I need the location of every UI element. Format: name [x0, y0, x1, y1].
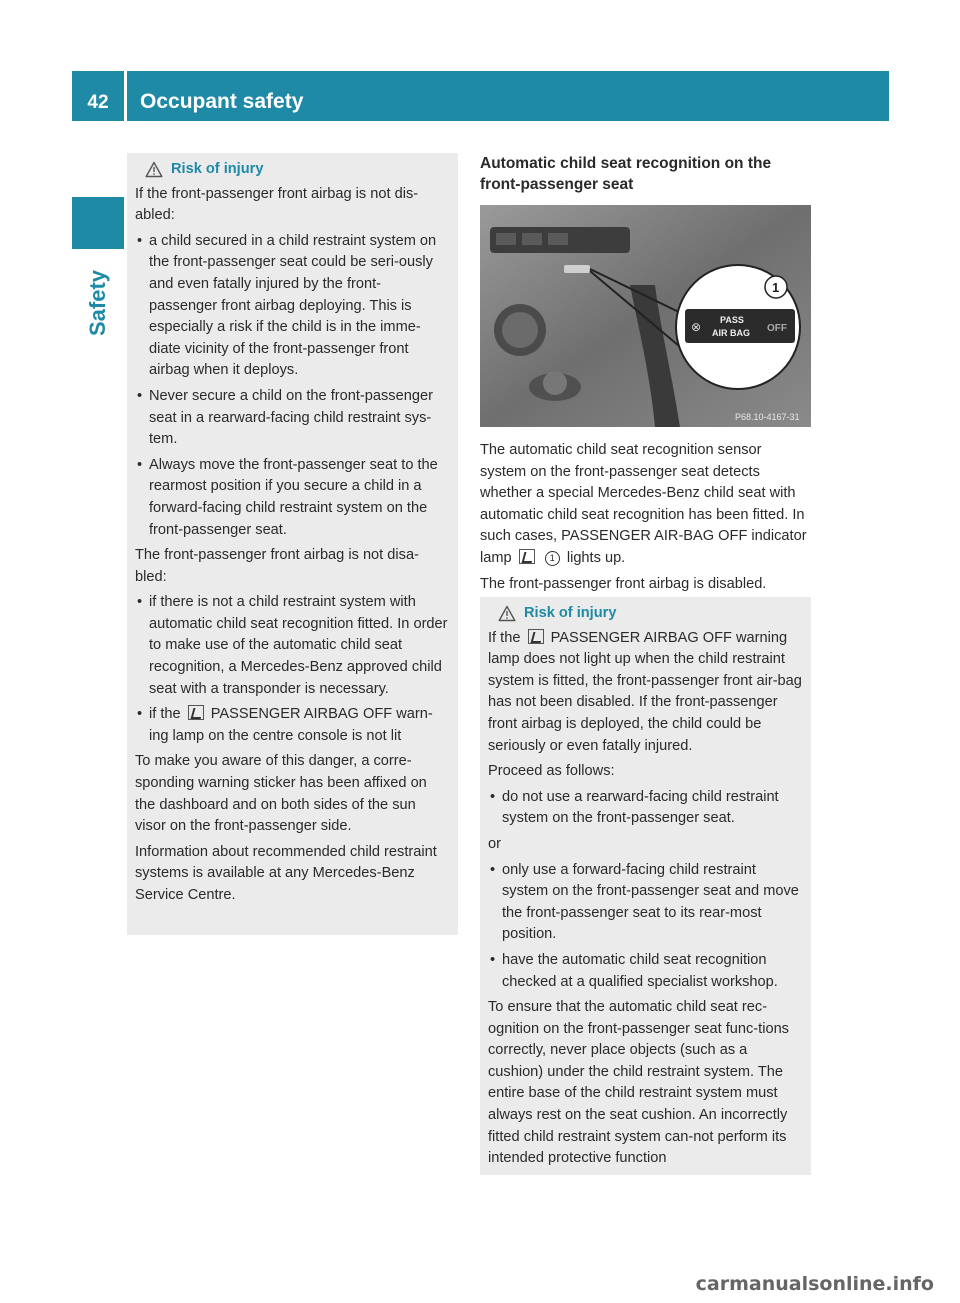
lamp-airbag-text: AIR BAG	[712, 328, 750, 338]
paragraph: To ensure that the automatic child seat rec-ognition on the front-passenger seat func-tions correctly, never place objects (such as a cushion) under the child restraint system. The entire base of the child restraint system must always rest on the seat cushion. An incorrectly fitted child restraint system can-not perform its intended protective function	[488, 999, 789, 1167]
text-span: If the	[488, 629, 521, 646]
risk-heading	[135, 159, 449, 181]
lamp-pass-text: PASS	[720, 315, 744, 325]
paragraph: or	[488, 835, 501, 852]
paragraph: The front-passenger front airbag is disabled.	[480, 575, 767, 592]
sidebar-section-label: Safety	[85, 269, 110, 337]
paragraph: If the front-passenger front airbag is not dis-abled:	[135, 185, 419, 224]
watermark: carmanualsonline.info	[695, 1273, 934, 1295]
paragraph: To make you aware of this danger, a corre-sponding warning sticker has been affixed on the dashboard and on both sides of the sun visor on the front-passenger side.	[135, 753, 427, 835]
risk-title: Risk of injury	[171, 161, 264, 177]
warning-triangle-icon	[498, 605, 516, 622]
paragraph: The front-passenger front airbag is not disa-bled:	[135, 547, 419, 585]
text-span: PASSENGER AIRBAG OFF warning lamp does not light up when the child restraint system is fitted, the front-passenger front air-bag has not been disabled. If the front-passenger front airbag is deployed, the child could be seriously or even fatally injured.	[488, 629, 802, 754]
bullet-list	[488, 787, 802, 830]
list-item: • have the automatic child seat recognition checked at a qualified specialist workshop.	[488, 950, 802, 993]
sidebar-marker	[72, 197, 124, 249]
text-span: PASSENGER AIRBAG OFF warn-ing lamp on the centre console is not lit	[149, 706, 433, 744]
paragraph: Proceed as follows:	[488, 763, 615, 780]
risk-of-injury-box-left	[127, 153, 458, 935]
photo-code: P68.10-4167-31	[735, 412, 800, 422]
risk-of-injury-box-right	[480, 597, 811, 1175]
passenger-airbag-off-icon	[528, 629, 544, 644]
callout-1-icon: 1	[545, 551, 560, 566]
text-span: The automatic child seat recognition sensor system on the front-passenger seat detects whether a special Mercedes-Benz child seat with automatic child seat recognition has been fitted. In such cases, PASSENGER AIR-BAG OFF indicator lamp	[480, 442, 807, 566]
paragraph	[488, 628, 802, 758]
risk-title: Risk of injury	[524, 605, 617, 621]
text-span: if the	[149, 706, 181, 723]
list-item: • only use a forward-facing child restraint system on the front-passenger seat and move the front-passenger seat to its rear-most position.	[488, 860, 802, 946]
svg-text:⊗: ⊗	[691, 320, 702, 334]
list-item	[135, 704, 449, 747]
center-console-photo	[480, 205, 811, 427]
bullet-list	[135, 231, 449, 541]
passenger-airbag-off-icon	[519, 549, 535, 564]
risk-heading	[488, 603, 802, 625]
lamp-off-text: OFF	[767, 323, 787, 334]
section-heading: Automatic child seat recognition on the front-passenger seat	[480, 155, 772, 193]
list-item: • Always move the front-passenger seat to the rearmost position if you secure a child in a forward-facing child restraint system on the front-passenger seat.	[135, 455, 449, 541]
list-item: • Never secure a child on the front-passenger seat in a rearward-facing child restraint sys-tem.	[135, 386, 449, 451]
bullet-list	[488, 860, 802, 994]
paragraph	[480, 440, 811, 570]
list-item: • do not use a rearward-facing child restraint system on the front-passenger seat.	[488, 787, 802, 830]
bullet-list	[135, 592, 449, 747]
page-number: 42	[87, 92, 109, 113]
list-item: • a child secured in a child restraint system on the front-passenger seat could be seri-ously and even fatally injured by the front-passenger front airbag deploying. This is especially a risk if the child is in the imme-diate vicinity of the front-passenger front airbag when it deploys.	[135, 231, 449, 382]
body-text	[480, 440, 811, 599]
warning-triangle-icon	[145, 161, 163, 178]
header-divider	[124, 71, 127, 121]
passenger-airbag-off-icon	[188, 705, 204, 720]
page-title: Occupant safety	[140, 90, 304, 113]
paragraph: Information about recommended child restraint systems is available at any Mercedes-Benz Service Centre.	[135, 843, 437, 903]
list-item: • if there is not a child restraint system with automatic child seat recognition fitted. In order to make use of the automatic child seat recognition, a Mercedes-Benz approved child seat with a transponder is necessary.	[135, 592, 449, 700]
text-span: lights up.	[566, 549, 626, 566]
callout-number: 1	[772, 280, 780, 295]
